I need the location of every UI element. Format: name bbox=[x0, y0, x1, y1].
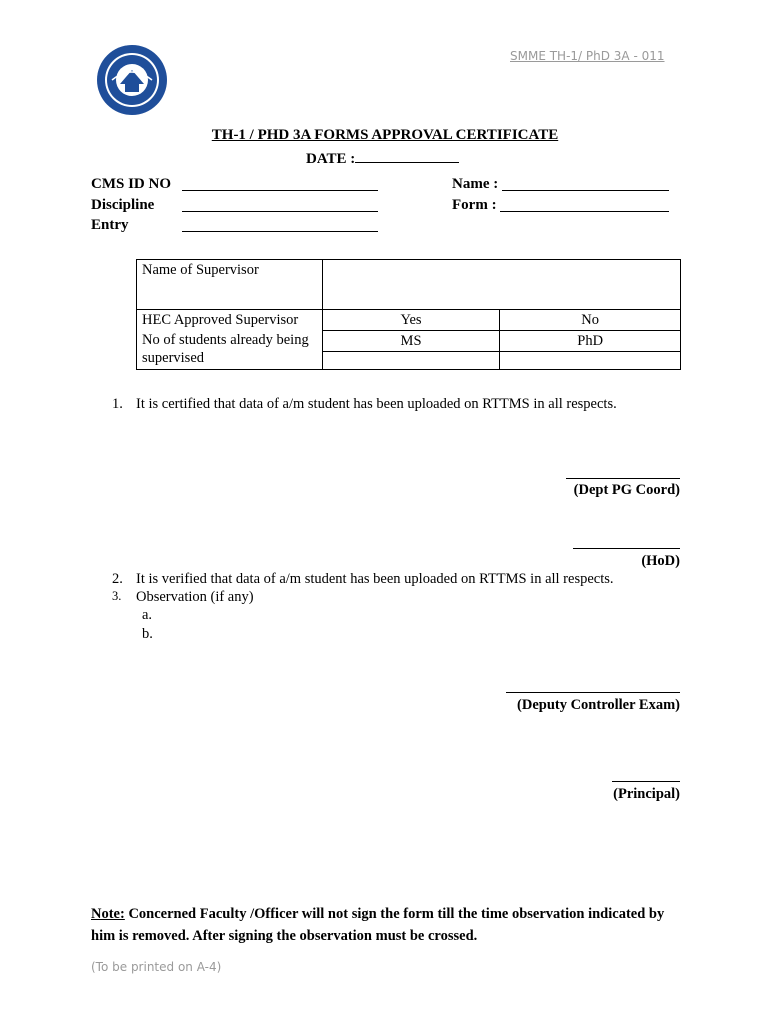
university-seal-logo bbox=[96, 44, 168, 116]
dept-pg-coord-signature-line[interactable] bbox=[566, 478, 680, 479]
dept-pg-coord-label: (Dept PG Coord) bbox=[573, 482, 680, 498]
date-field bbox=[306, 148, 459, 168]
date-blank[interactable] bbox=[355, 148, 459, 163]
form-reference-number: SMME TH-1/ PhD 3A - 011 bbox=[510, 49, 665, 63]
deputy-controller-signature-line[interactable] bbox=[506, 692, 680, 693]
note-paragraph bbox=[91, 903, 691, 947]
item-2-number: 2. bbox=[112, 571, 123, 587]
note-label: Note: bbox=[91, 906, 125, 922]
principal-signature-line[interactable] bbox=[612, 781, 680, 782]
cms-id-blank[interactable] bbox=[182, 190, 378, 191]
discipline-label: Discipline bbox=[91, 197, 155, 213]
supervisor-table bbox=[136, 259, 681, 370]
ms-cell: MS bbox=[322, 331, 500, 352]
observation-b: b. bbox=[142, 626, 153, 642]
observation-a: a. bbox=[142, 607, 153, 623]
print-instruction-footer: (To be printed on A-4) bbox=[91, 960, 222, 974]
note-text: Concerned Faculty /Officer will not sign the form till the time observation indicated by him is removed. After signing the observation must be crossed. bbox=[91, 906, 665, 944]
item-3-number: 3. bbox=[112, 589, 122, 603]
phd-cell: PhD bbox=[500, 331, 681, 352]
name-blank[interactable] bbox=[502, 190, 669, 191]
item-2-text: It is verified that data of a/m student has been uploaded on RTTMS in all respects. bbox=[136, 571, 614, 587]
hec-approved-label: HEC Approved Supervisor bbox=[137, 310, 323, 331]
name-label: Name : bbox=[452, 176, 499, 192]
item-1-text: It is certified that data of a/m student has been uploaded on RTTMS in all respects. bbox=[136, 396, 617, 412]
no-cell[interactable]: No bbox=[500, 310, 681, 331]
hod-signature-line[interactable] bbox=[573, 548, 680, 549]
cms-id-label: CMS ID NO bbox=[91, 176, 172, 192]
item-3-text: Observation (if any) bbox=[136, 589, 254, 605]
date-label: DATE : bbox=[306, 151, 356, 167]
form-label: Form : bbox=[452, 197, 497, 213]
students-supervised-label: No of students already being supervised bbox=[137, 331, 323, 370]
entry-blank[interactable] bbox=[182, 231, 378, 232]
yes-cell[interactable]: Yes bbox=[322, 310, 500, 331]
phd-count-cell[interactable] bbox=[500, 352, 681, 370]
supervisor-name-cell[interactable] bbox=[322, 260, 680, 310]
supervisor-name-label: Name of Supervisor bbox=[137, 260, 323, 310]
deputy-controller-label: (Deputy Controller Exam) bbox=[517, 697, 680, 713]
discipline-blank[interactable] bbox=[182, 211, 378, 212]
hod-label: (HoD) bbox=[641, 553, 680, 569]
principal-label: (Principal) bbox=[613, 786, 680, 802]
form-blank[interactable] bbox=[500, 211, 669, 212]
item-1-number: 1. bbox=[112, 396, 123, 412]
form-title: TH-1 / PHD 3A FORMS APPROVAL CERTIFICATE bbox=[211, 127, 559, 143]
ms-count-cell[interactable] bbox=[322, 352, 500, 370]
entry-label: Entry bbox=[91, 217, 129, 233]
